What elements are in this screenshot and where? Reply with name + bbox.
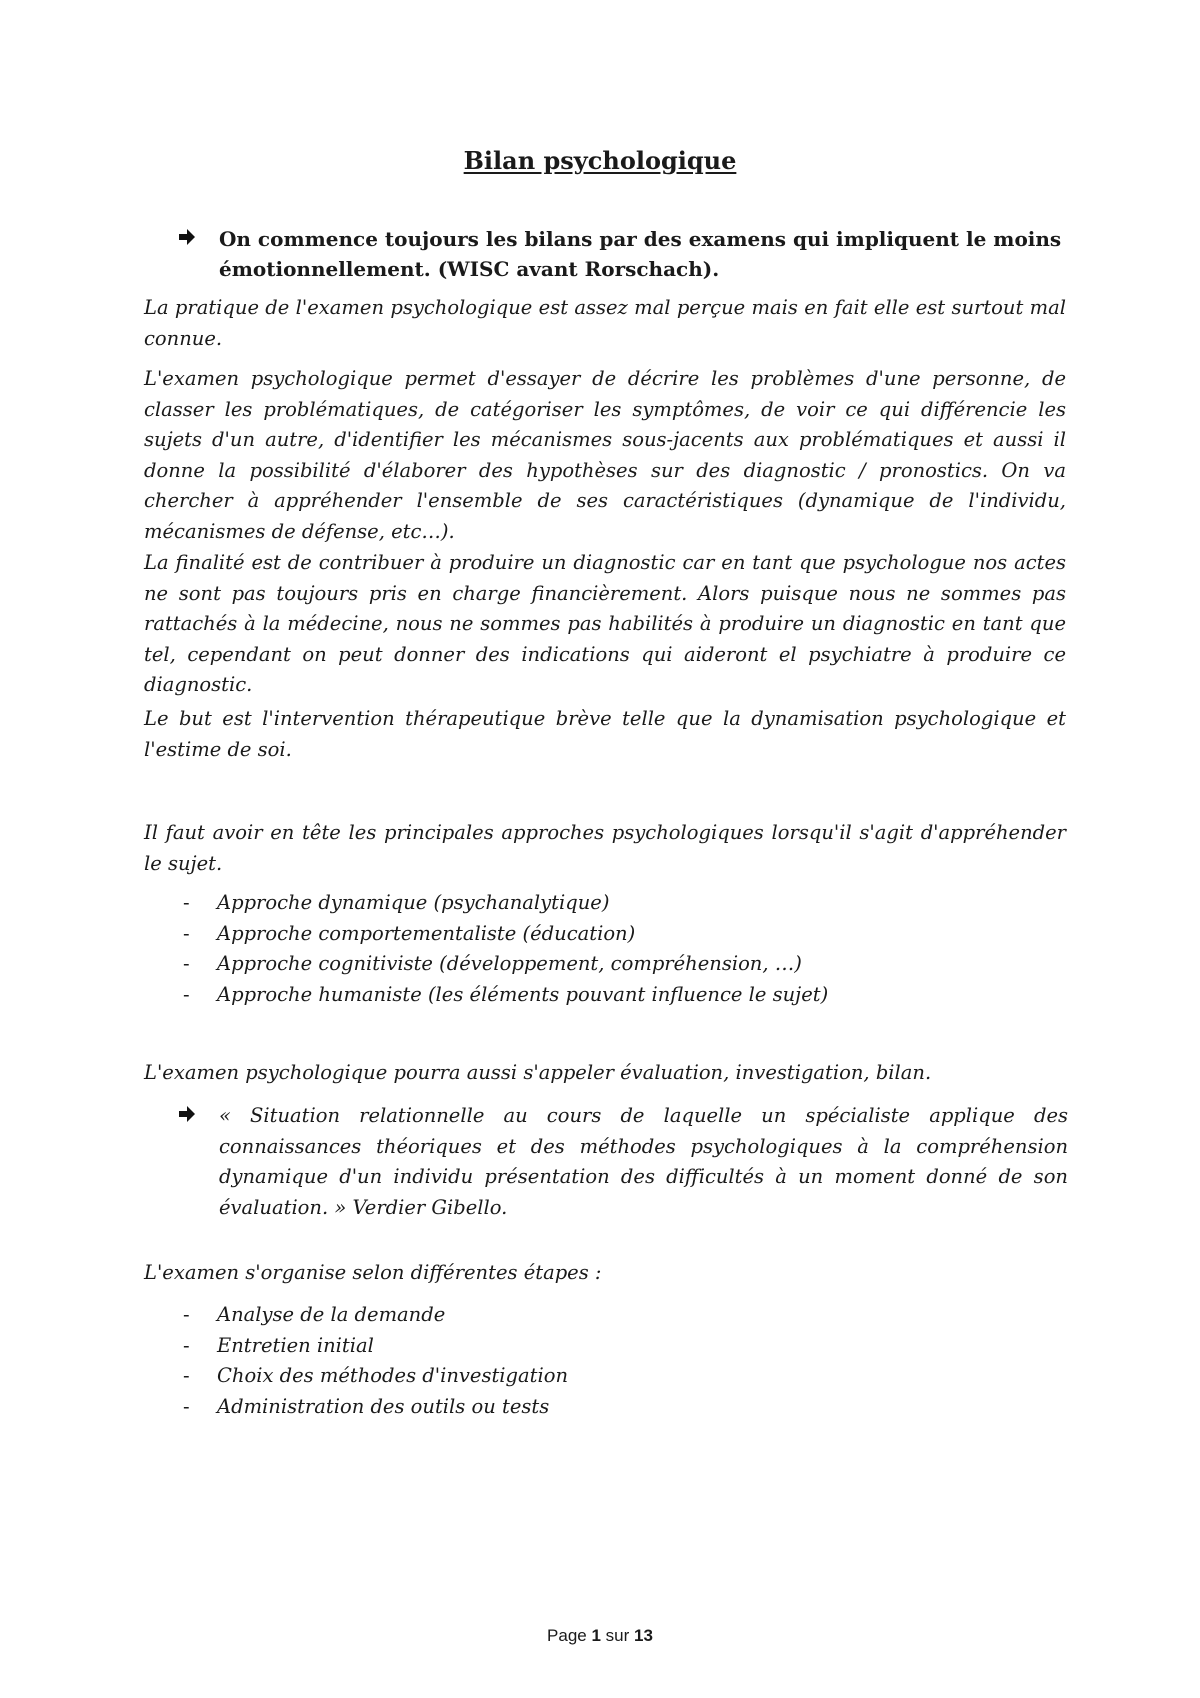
approches-list xyxy=(183,888,828,1010)
paragraph-but: Le but est l'intervention thérapeutique brève telle que la dynamisation psychologique et l'estime de soi. xyxy=(144,707,1066,761)
paragraph-finalite: La finalité est de contribuer à produire un diagnostic car en tant que psychologue nos actes ne sont pas toujours pris en charge financièrement. Alors puisque nous ne sommes pas rattachés à la médecine, nous ne sommes pas habilités à produire un diagnostic en tant que tel, cependant on peut donner des indications qui aideront el psychiatre à produire ce diagnostic. xyxy=(144,551,1066,696)
footer-of-word: sur xyxy=(605,1626,630,1645)
list-dash: - xyxy=(183,952,190,975)
paragraph-examen: L'examen psychologique permet d'essayer de décrire les problèmes d'une personne, de classer les problématiques, de catégoriser les symptômes, de voir ce qui différencie les sujets d'un autre, d'identifier les mécanismes sous-jacents aux problématiques et aussi il donne la possibilité d'élaborer des hypothèses sur des diagnostic / pronostics. On va chercher à appréhender l'ensemble de ses caractéristiques (dynamique de l'individu, mécanismes de défense, etc…). xyxy=(144,367,1066,543)
list-dash: - xyxy=(183,891,190,914)
list-item: - Approche humaniste (les éléments pouvant influence le sujet) xyxy=(183,980,828,1011)
footer-page-word: Page xyxy=(547,1626,587,1645)
list-item: - Administration des outils ou tests xyxy=(183,1392,568,1423)
quote-arrow-item xyxy=(178,1101,1068,1223)
list-dash: - xyxy=(183,1364,190,1387)
paragraph-approches-intro: Il faut avoir en tête les principales approches psychologiques lorsqu'il s'agit d'appréhender le sujet. xyxy=(144,821,1066,875)
arrow-right-icon xyxy=(178,1105,196,1123)
list-dash: - xyxy=(183,921,190,945)
list-item: - Entretien initial xyxy=(183,1331,568,1362)
etapes-list xyxy=(183,1300,568,1422)
list-dash: - xyxy=(183,1333,190,1357)
list-dash: - xyxy=(183,1394,190,1418)
list-item: - Approche comportementaliste (éducation) xyxy=(183,919,828,950)
page-title: Bilan psychologique xyxy=(463,146,737,175)
footer-total-pages: 13 xyxy=(634,1626,653,1645)
intro-arrow-item xyxy=(178,224,1068,284)
intro-arrow-text: On commence toujours les bilans par des examens qui impliquent le moins émotionnellement. (WISC avant Rorschach). xyxy=(219,227,1062,281)
paragraph-etapes-intro: L'examen s'organise selon différentes étapes : xyxy=(144,1261,602,1284)
list-item: - Approche cognitiviste (développement, compréhension, …) xyxy=(183,949,828,980)
list-item: - Choix des méthodes d'investigation xyxy=(183,1361,568,1392)
list-item: - Approche dynamique (psychanalytique) xyxy=(183,888,828,919)
paragraph-examen-note: L'examen psychologique pourra aussi s'appeler évaluation, investigation, bilan. xyxy=(144,1061,932,1084)
list-item: - Analyse de la demande xyxy=(183,1300,568,1331)
list-dash: - xyxy=(183,1303,190,1326)
quote-text: « Situation relationnelle au cours de laquelle un spécialiste applique des connaissances théoriques et des méthodes psychologiques à la compréhension dynamique d'un individu présentation des difficultés à un moment donné de son évaluation. » Verdier Gibello. xyxy=(219,1104,1068,1219)
page-footer xyxy=(0,1626,1200,1646)
paragraph-pratique: La pratique de l'examen psychologique est assez mal perçue mais en fait elle est surtout mal connue. xyxy=(144,296,1066,350)
arrow-right-icon xyxy=(178,228,196,246)
footer-current-page: 1 xyxy=(591,1626,601,1645)
list-dash: - xyxy=(183,982,190,1006)
